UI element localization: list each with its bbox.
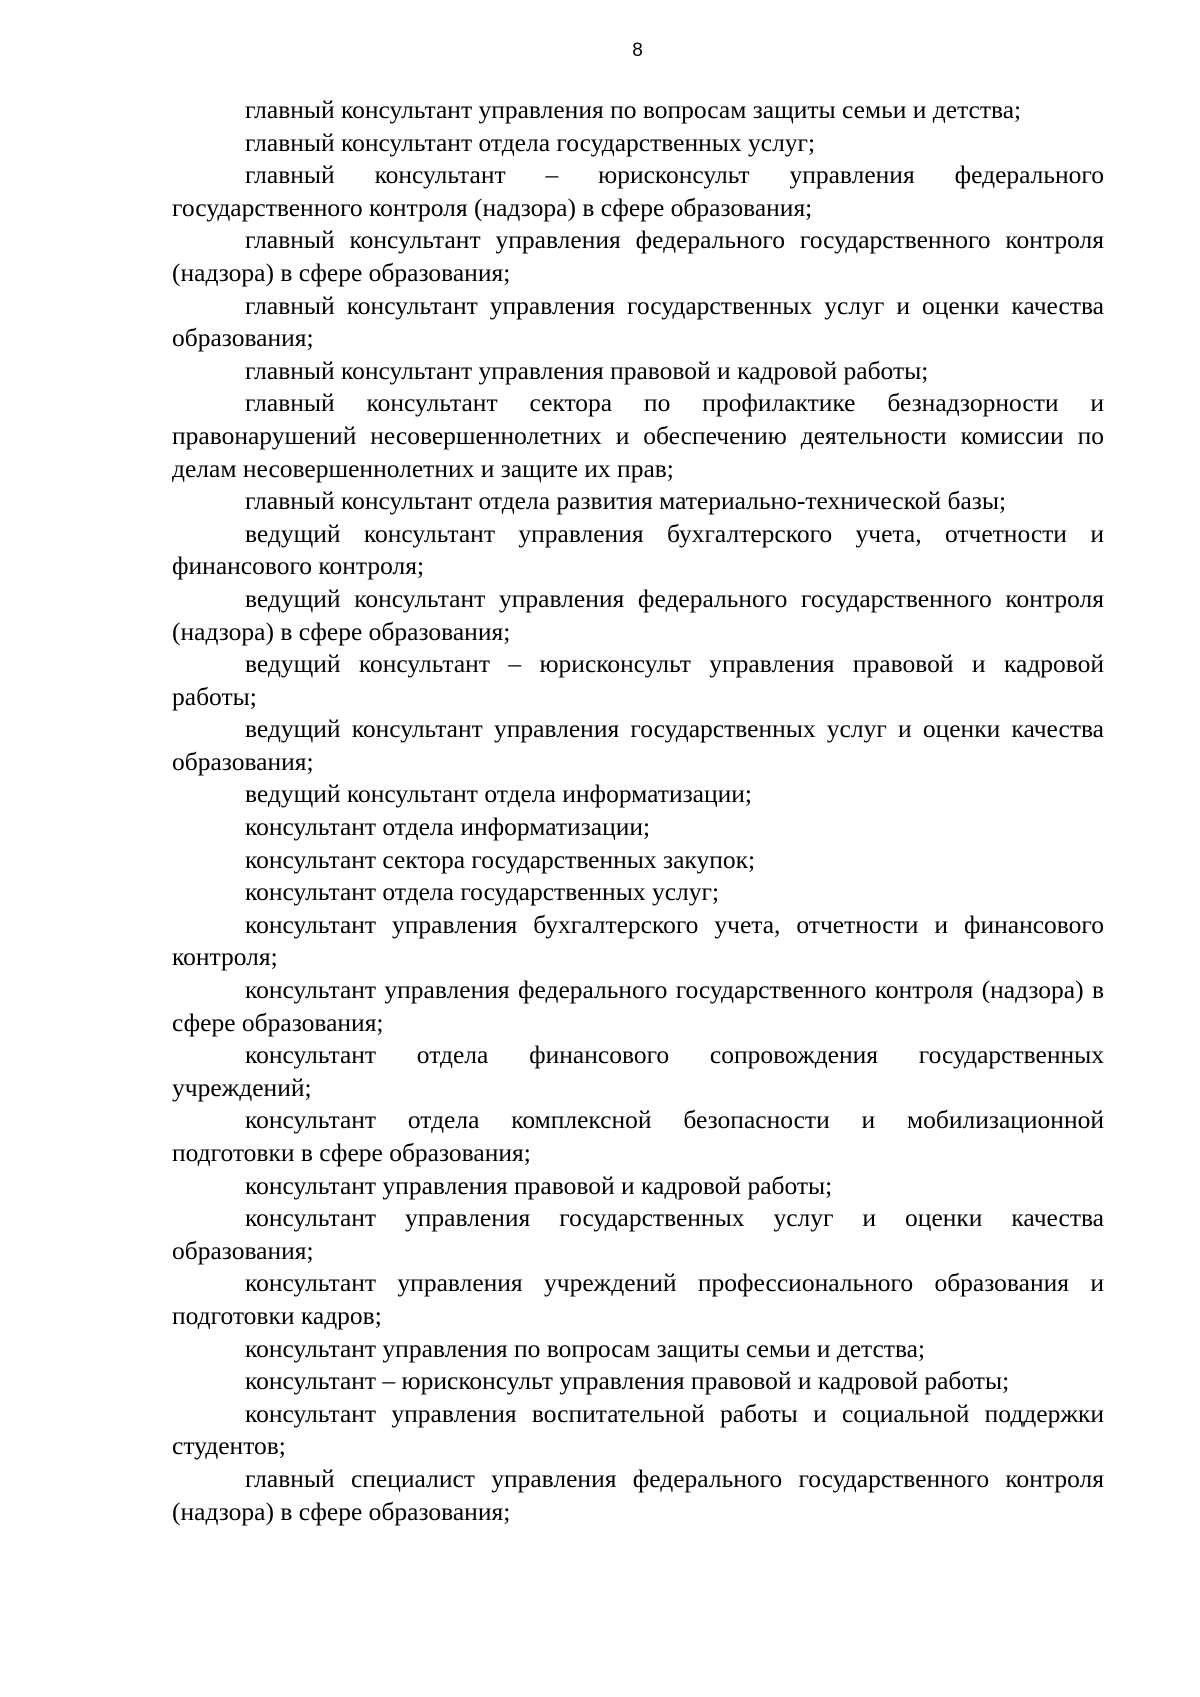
list-item: главный консультант управления по вопросам защиты семьи и детства; [245,95,1022,124]
list-item: главный консультант управления правовой и кадровой работы; [245,355,929,385]
list-item: консультант – юрисконсульт управления правовой и кадровой работы; [245,1366,1010,1396]
list-item: главный консультант – юрисконсульт управления федерального государственного контроля (надзора) в сфере образования; [172,160,1104,222]
list-item: консультант управления бухгалтерского учета, отчетности и финансового контроля; [172,909,1104,972]
document-body [172,94,1104,1528]
list-item: главный консультант отдела государственных услуг; [245,127,816,157]
list-item: консультант отдела комплексной безопасности и мобилизационной подготовки в сфере образования; [172,1105,1104,1167]
list-item: консультант управления воспитательной работы и социальной поддержки студентов; [172,1398,1104,1461]
list-item: ведущий консультант управления бухгалтерского учета, отчетности и финансового контроля; [172,518,1104,581]
list-item: главный консультант сектора по профилактике безнадзорности и правонарушений несовершеннолетних и обеспечению деятельности комиссии по делам несовершеннолетних и защите их прав; [172,388,1104,483]
list-item: ведущий консультант управления государственных услуг и оценки качества образования; [172,714,1104,776]
list-item: консультант отдела информатизации; [245,812,651,842]
list-item: ведущий консультант – юрисконсульт управления правовой и кадровой работы; [172,649,1104,711]
list-item: консультант отдела финансового сопровождения государственных учреждений; [172,1040,1104,1102]
list-item: консультант управления учреждений профессионального образования и подготовки кадров; [172,1268,1104,1330]
list-item: консультант сектора государственных закупок; [245,844,756,874]
list-item: главный консультант управления федерального государственного контроля (надзора) в сфере образования; [172,225,1104,287]
list-item: консультант управления государственных услуг и оценки качества образования; [172,1203,1104,1265]
list-item: консультант управления по вопросам защиты семьи и детства; [245,1333,926,1363]
list-item: главный специалист управления федерального государственного контроля (надзора) в сфере образования; [172,1463,1104,1526]
page-number: 8 [632,40,643,61]
list-item: консультант управления федерального государственного контроля (надзора) в сфере образования; [172,975,1104,1037]
list-item: ведущий консультант управления федерального государственного контроля (надзора) в сфере образования; [172,583,1104,646]
list-item: консультант управления правовой и кадровой работы; [245,1170,833,1200]
list-item: главный консультант отдела развития материально-технической базы; [245,486,1007,516]
list-item: главный консультант управления государственных услуг и оценки качества образования; [172,290,1104,353]
list-item: ведущий консультант отдела информатизации; [245,779,753,809]
list-item: консультант отдела государственных услуг; [245,877,720,907]
